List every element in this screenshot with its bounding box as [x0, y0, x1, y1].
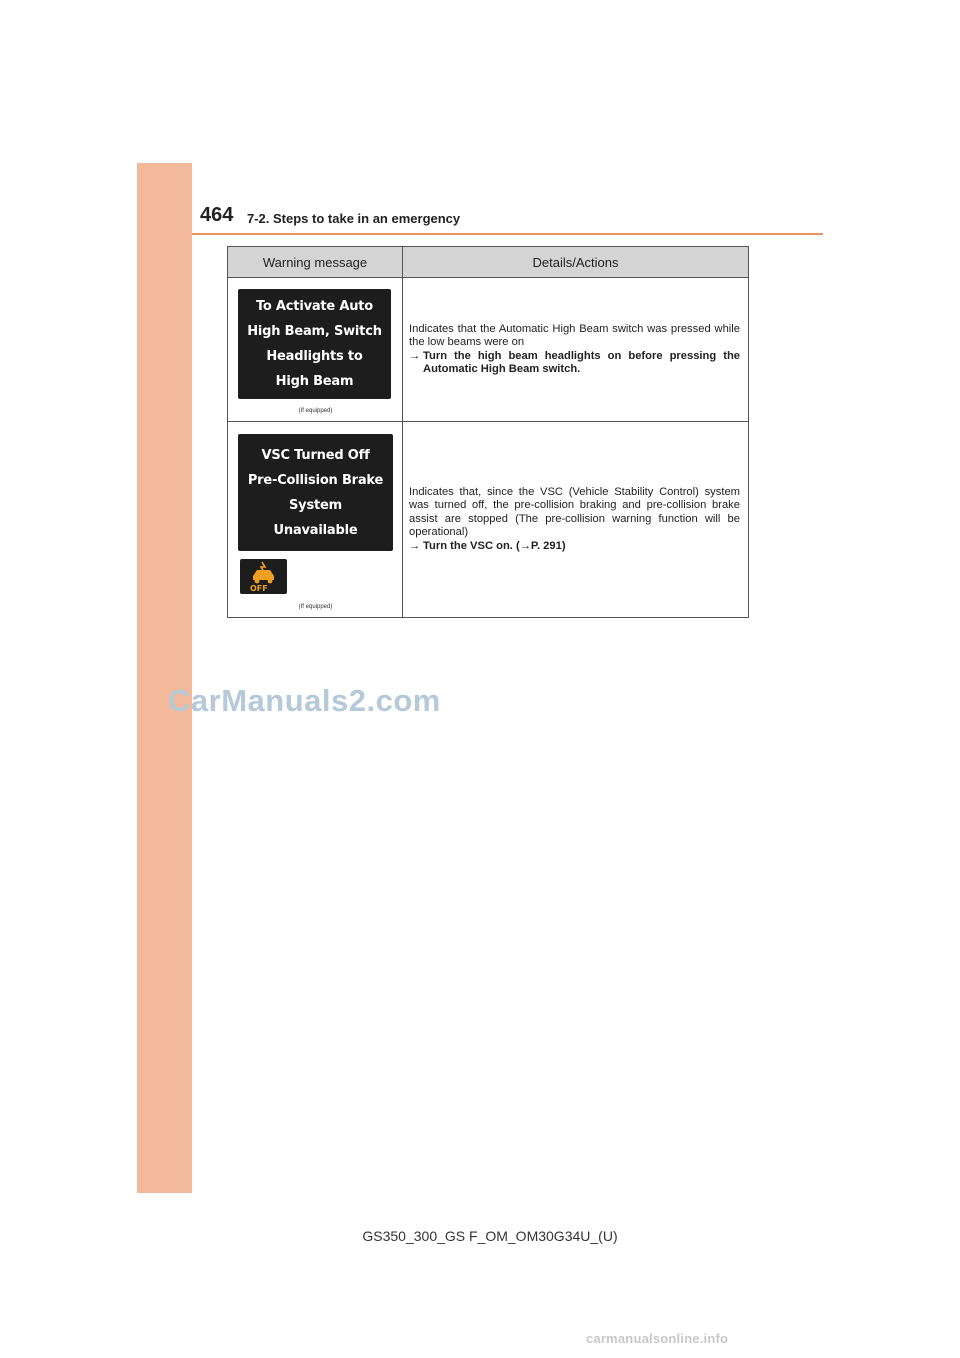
details-actions-cell: [403, 278, 748, 421]
display-line: Pre-Collision Brake: [247, 472, 384, 488]
section-title: 7-2. Steps to take in an emergency: [247, 211, 461, 226]
arrow-icon: →: [409, 349, 421, 362]
display-message-image: [238, 434, 393, 551]
warning-message-table: [227, 246, 749, 618]
warning-message-cell: [228, 278, 403, 421]
watermark-logo: CarManuals2.com: [168, 683, 441, 718]
display-line: Unavailable: [273, 522, 358, 538]
warning-message-cell: [228, 422, 403, 617]
display-line: High Beam, Switch: [247, 324, 382, 339]
table-row: [228, 422, 748, 617]
page-number: 464: [200, 204, 234, 226]
if-equipped-note: (If equipped): [298, 604, 333, 610]
action-text: Turn the high beam headlights on before pressing the Automatic High Beam switch.: [423, 349, 740, 375]
column-header-details-actions: Details/Actions: [532, 254, 619, 270]
page-side-tab: [137, 163, 192, 1193]
display-line: To Activate Auto: [255, 299, 374, 314]
display-line: Headlights to: [266, 349, 363, 364]
details-actions-cell: [403, 422, 748, 617]
if-equipped-note: (If equipped): [298, 408, 333, 414]
header-divider: [192, 233, 823, 235]
warning-description: Indicates that the Automatic High Beam switch was pressed while the low beams were on: [409, 322, 740, 348]
display-line: High Beam: [275, 374, 354, 389]
warning-description: Indicates that, since the VSC (Vehicle Stability Control) system was turned off, the pre-collision braking and pre-collision brake assist are stopped (The pre-collision warning function will be operational): [409, 485, 740, 539]
table-header-row: [228, 247, 748, 278]
action-line: [409, 540, 740, 554]
footer-model-code: [0, 1228, 960, 1244]
site-watermark: carmanualsonline.info: [586, 1331, 729, 1346]
table-row: [228, 278, 748, 422]
action-text: Turn the VSC on. (→P. 291): [423, 539, 566, 552]
action-line: [409, 350, 740, 377]
display-message-image: [238, 289, 391, 399]
column-header-warning-message: Warning message: [228, 247, 403, 277]
pcs-off-icon-label: OFF: [250, 584, 268, 593]
pcs-off-icon: [240, 559, 287, 594]
display-line: System: [289, 497, 342, 513]
arrow-icon: →: [409, 539, 421, 552]
display-line: VSC Turned Off: [261, 447, 370, 463]
footer-text: GS350_300_GS F_OM_OM30G34U_(U): [362, 1228, 618, 1244]
